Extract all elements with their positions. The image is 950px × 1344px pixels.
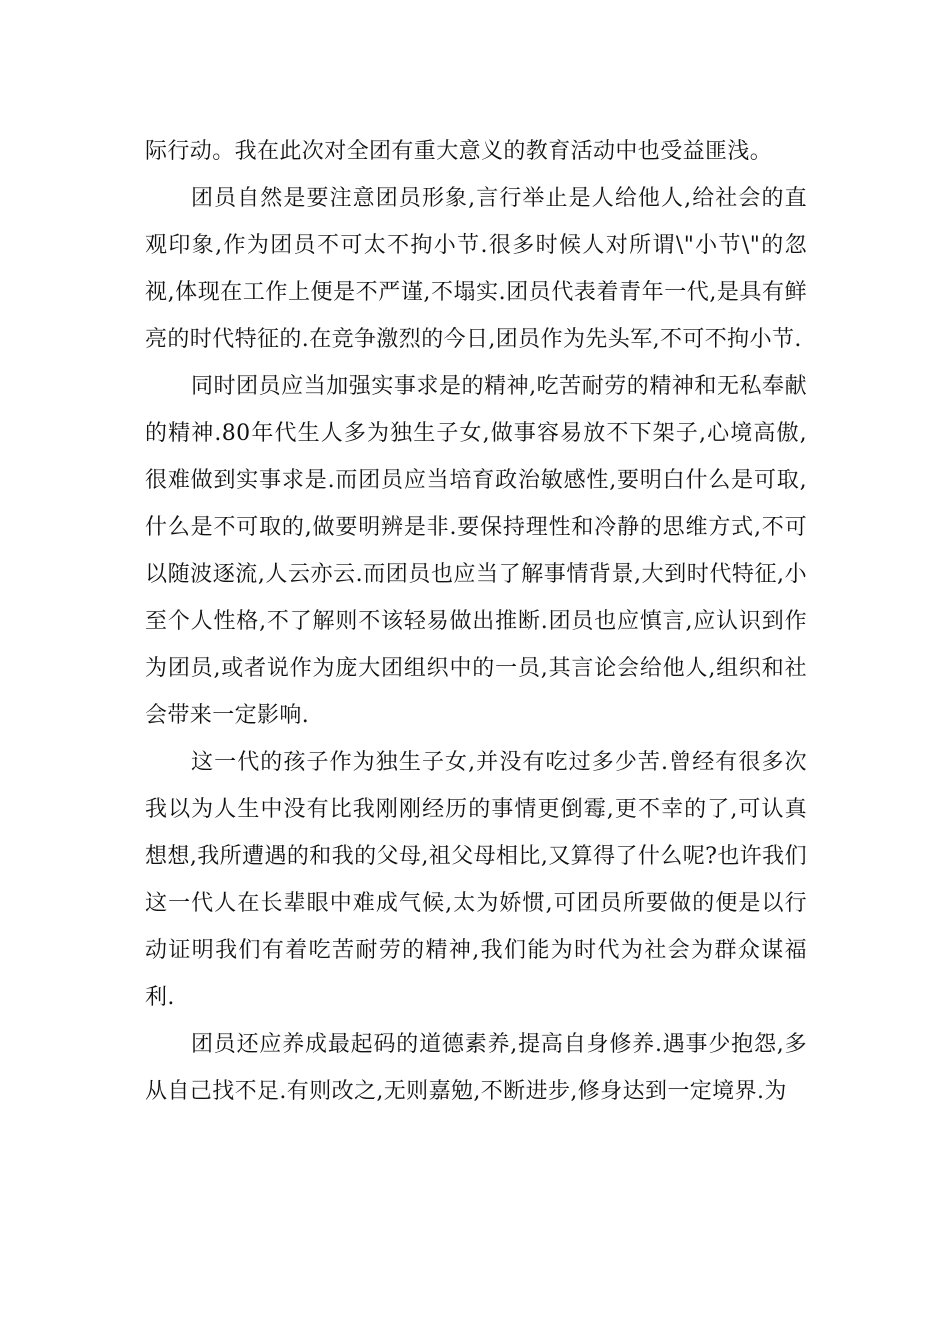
paragraph-continuation: 际行动。我在此次对全团有重大意义的教育活动中也受益匪浅。 — [145, 139, 773, 164]
paragraph-hardship: 这一代的孩子作为独生子女,并没有吃过多少苦.曾经有很多次我以为人生中没有比我刚刚经历的事情更倒霉,更不幸的了,可认真想想,我所遭遇的和我的父母,祖父母相比,又算得了什么呢?也许我们这一代人在长辈眼中难成气候,太为娇惯,可团员所要做的便是以行动证明我们有着吃苦耐劳的精神,我们能为时代为社会为群众谋福利. — [145, 750, 807, 1010]
document-body — [145, 128, 807, 1115]
paragraph-image: 团员自然是要注意团员形象,言行举止是人给他人,给社会的直观印象,作为团员不可太不拘小节.很多时候人对所谓\"小节\"的忽视,体现在工作上便是不严谨,不塌实.团员代表着青年一代,是具有鲜亮的时代特征的.在竞争激烈的今日,团员作为先头军,不可不拘小节. — [145, 186, 807, 352]
paragraph-spirit: 同时团员应当加强实事求是的精神,吃苦耐劳的精神和无私奉献的精神.80年代生人多为独生子女,做事容易放不下架子,心境高傲,很难做到实事求是.而团员应当培育政治敏感性,要明白什么是可取,什么是不可取的,做要明辨是非.要保持理性和冷静的思维方式,不可以随波逐流,人云亦云.而团员也应当了解事情背景,大到时代特征,小至个人性格,不了解则不该轻易做出推断.团员也应慎言,应认识到作为团员,或者说作为庞大团组织中的一员,其言论会给他人,组织和社会带来一定影响. — [145, 374, 807, 728]
paragraph-morality: 团员还应养成最起码的道德素养,提高自身修养.遇事少抱怨,多从自己找不足.有则改之,无则嘉勉,不断进步,修身达到一定境界.为 — [145, 1032, 807, 1104]
